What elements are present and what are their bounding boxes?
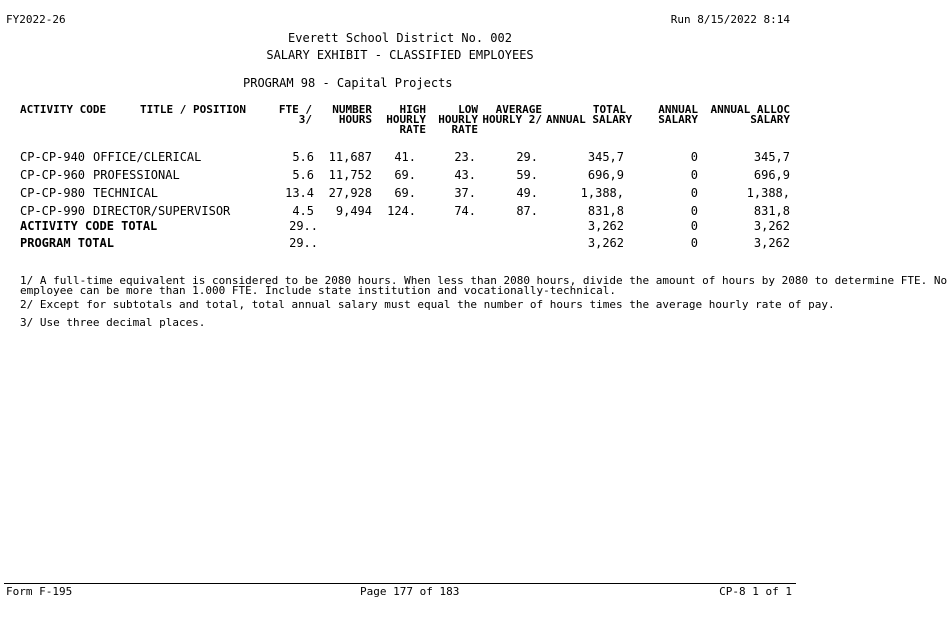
cell-code: CP-CP-980 <box>20 186 86 200</box>
program-total-alloc: 3,262 <box>753 236 790 250</box>
page-number: Page 177 of 183 <box>360 585 460 598</box>
cell-total: 1,388, <box>580 186 624 200</box>
col-activity-code: ACTIVITY CODE <box>20 103 107 116</box>
cell-other: 0 <box>690 168 698 182</box>
cell-high: 69. <box>394 186 416 200</box>
form-code: CP-8 1 of 1 <box>719 585 792 598</box>
col-fte-line1: FTE / <box>278 103 312 116</box>
cell-avg: 49. <box>516 186 538 200</box>
cell-other: 0 <box>690 186 698 200</box>
col-hours-line1: NUMBER <box>332 103 372 116</box>
cell-hours: 27,928 <box>328 186 372 200</box>
cell-alloc: 345,7 <box>753 150 790 164</box>
program-total-label: PROGRAM TOTAL <box>20 236 114 250</box>
cell-title: TECHNICAL <box>93 186 159 200</box>
cell-fte: 5.6 <box>292 168 314 182</box>
cell-high: 124. <box>387 204 416 218</box>
col-annual-line2: SALARY <box>658 113 698 126</box>
cell-code: CP-CP-960 <box>20 168 86 182</box>
cell-low: 74. <box>454 204 476 218</box>
col-total-salary <box>546 103 633 126</box>
col-hours <box>312 105 372 125</box>
cell-low: 23. <box>454 150 476 164</box>
footnote-1-cont: employee can be more than 1.000 FTE. Include state institution and vocationally-technical. <box>20 284 617 297</box>
cell-total: 831,8 <box>587 204 624 218</box>
footnote-2: 2/ Except for subtotals and total, total annual salary must equal the number of hours times the average hourly rate of pay. <box>20 298 835 311</box>
col-title-position: TITLE / POSITION <box>140 103 246 116</box>
col-high-rate <box>378 105 426 135</box>
col-total-line1: TOTAL <box>592 103 626 116</box>
program-total-other: 0 <box>690 236 698 250</box>
col-low-rate <box>430 105 478 135</box>
cell-hours: 11,687 <box>328 150 372 164</box>
col-fte-line2: 3/ <box>298 113 312 126</box>
cell-alloc: 831,8 <box>753 204 790 218</box>
cell-other: 0 <box>690 150 698 164</box>
district-title: Everett School District No. 002 <box>288 31 512 45</box>
cell-fte: 5.6 <box>292 150 314 164</box>
program-title: PROGRAM 98 - Capital Projects <box>243 76 453 90</box>
exhibit-title: SALARY EXHIBIT - CLASSIFIED EMPLOYEES <box>266 48 534 62</box>
col-alloc-line1: ANNUAL ALLOC <box>710 103 790 116</box>
activity-total-other: 0 <box>690 219 698 233</box>
col-high-line3: RATE <box>399 123 426 136</box>
col-annual-alloc-salary <box>700 105 790 125</box>
cell-avg: 87. <box>516 204 538 218</box>
cell-fte: 13.4 <box>285 186 314 200</box>
footnote-1: 1/ A full-time equivalent is considered to be 2080 hours. When less than 2080 hours, divide the amount of hours by 2080 to determine FTE. No <box>20 274 947 287</box>
cell-total: 345,7 <box>587 150 624 164</box>
cell-avg: 29. <box>516 150 538 164</box>
col-annual-line1: ANNUAL <box>658 103 698 116</box>
form-number: Form F-195 <box>6 585 73 598</box>
footer-rule <box>4 583 796 584</box>
cell-high: 69. <box>394 168 416 182</box>
activity-total-alloc: 3,262 <box>753 219 790 233</box>
footnote-3: 3/ Use three decimal places. <box>20 316 206 329</box>
cell-title: DIRECTOR/SUPERVISOR <box>93 204 231 218</box>
col-low-line1: LOW <box>458 103 478 116</box>
col-alloc-line2: SALARY <box>750 113 790 126</box>
col-avg-line2: HOURLY 2/ <box>482 113 542 126</box>
cell-title: OFFICE/CLERICAL <box>93 150 202 164</box>
col-high-line2: HOURLY <box>386 113 426 126</box>
cell-code: CP-CP-990 <box>20 204 86 218</box>
cell-alloc: 696,9 <box>753 168 790 182</box>
col-hours-line2: HOURS <box>338 113 372 126</box>
fiscal-year: FY2022-26 <box>6 13 66 26</box>
program-total-fte: 29.. <box>289 236 318 250</box>
cell-code: CP-CP-940 <box>20 150 86 164</box>
col-avg-line1: AVERAGE <box>495 103 542 116</box>
col-high-line1: HIGH <box>399 103 426 116</box>
cell-other: 0 <box>690 204 698 218</box>
cell-low: 37. <box>454 186 476 200</box>
cell-title: PROFESSIONAL <box>93 168 180 182</box>
cell-hours: 9,494 <box>335 204 372 218</box>
col-low-line2: HOURLY <box>438 113 478 126</box>
cell-fte: 4.5 <box>292 204 314 218</box>
col-low-line3: RATE <box>451 123 478 136</box>
cell-avg: 59. <box>516 168 538 182</box>
cell-hours: 11,752 <box>328 168 372 182</box>
activity-total-fte: 29.. <box>289 219 318 233</box>
cell-low: 43. <box>454 168 476 182</box>
col-annual-salary <box>630 105 698 125</box>
activity-total-salary: 3,262 <box>587 219 624 233</box>
cell-high: 41. <box>394 150 416 164</box>
col-average-rate <box>482 105 542 125</box>
cell-alloc: 1,388, <box>746 186 790 200</box>
col-fte <box>272 105 312 125</box>
col-total-line2: ANNUAL SALARY <box>546 113 633 126</box>
program-total-salary: 3,262 <box>587 236 624 250</box>
run-stamp: Run 8/15/2022 8:14 <box>670 13 790 26</box>
cell-total: 696,9 <box>587 168 624 182</box>
activity-total-label: ACTIVITY CODE TOTAL <box>20 219 158 233</box>
